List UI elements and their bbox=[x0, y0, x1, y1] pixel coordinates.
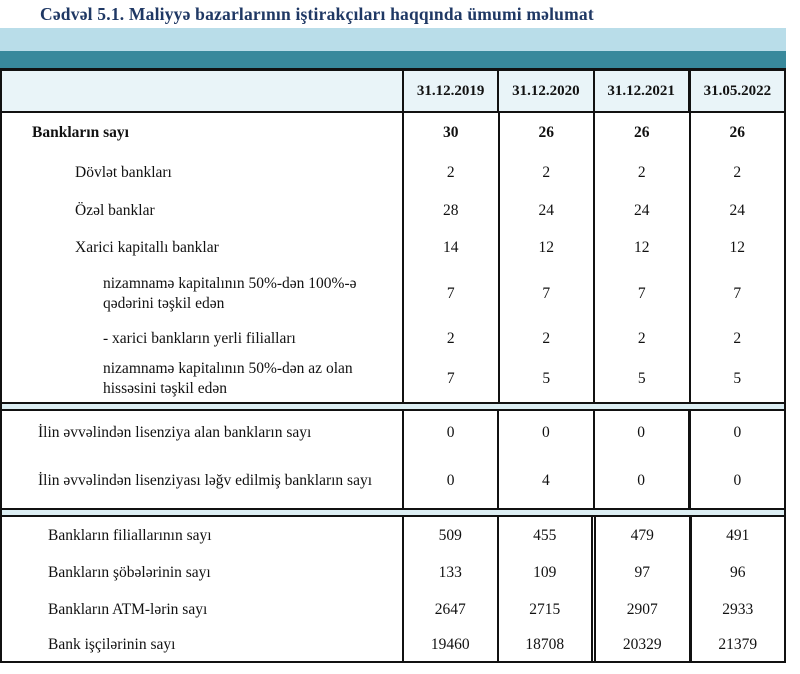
value-cell: 509 bbox=[402, 517, 497, 555]
row-label: İlin əvvəlindən lisenziya alan bankların sayı bbox=[38, 423, 312, 441]
value-cell: 0 bbox=[688, 411, 784, 454]
value-cell: 24 bbox=[689, 192, 785, 230]
table-row bbox=[2, 628, 784, 661]
value-cell: 2 bbox=[498, 322, 594, 355]
value-cell: 2 bbox=[402, 153, 498, 192]
decor-band-light bbox=[0, 28, 786, 51]
value-cell: 7 bbox=[402, 355, 498, 402]
value-cell: 0 bbox=[593, 454, 688, 508]
value-cell: 7 bbox=[402, 266, 498, 322]
value-cell: 2933 bbox=[689, 591, 785, 628]
value-cell: 12 bbox=[593, 230, 689, 266]
table-row bbox=[2, 266, 784, 322]
table-row bbox=[2, 555, 784, 591]
section-separator bbox=[2, 402, 784, 411]
value-cell: 20329 bbox=[591, 628, 689, 661]
row-label: Bankların sayı bbox=[32, 124, 129, 142]
value-cell: 97 bbox=[591, 555, 689, 591]
value-cell: 491 bbox=[689, 517, 785, 555]
table-row bbox=[2, 230, 784, 266]
value-cell: 479 bbox=[591, 517, 689, 555]
column-header-date: 31.12.2021 bbox=[593, 71, 688, 111]
value-cell: 5 bbox=[498, 355, 594, 402]
value-cell: 5 bbox=[593, 355, 689, 402]
row-label: Bank işçilərinin sayı bbox=[48, 635, 176, 653]
table-row bbox=[2, 517, 784, 555]
table-row bbox=[2, 591, 784, 628]
value-cell: 2 bbox=[498, 153, 594, 192]
row-label: Xarici kapitallı banklar bbox=[75, 239, 219, 257]
value-cell: 7 bbox=[498, 266, 594, 322]
section-separator bbox=[2, 508, 784, 517]
value-cell: 2715 bbox=[497, 591, 592, 628]
value-cell: 12 bbox=[498, 230, 594, 266]
header-empty-cell bbox=[2, 71, 402, 111]
value-cell: 0 bbox=[688, 454, 784, 508]
table-header-row bbox=[2, 71, 784, 113]
value-cell: 7 bbox=[593, 266, 689, 322]
table-row bbox=[2, 192, 784, 230]
value-cell: 96 bbox=[689, 555, 785, 591]
value-cell: 2 bbox=[402, 322, 498, 355]
value-cell: 4 bbox=[497, 454, 592, 508]
value-cell: 109 bbox=[497, 555, 592, 591]
table-section bbox=[2, 517, 784, 661]
row-label: Bankların ATM-lərin sayı bbox=[48, 600, 208, 618]
data-table bbox=[0, 68, 786, 663]
value-cell: 2 bbox=[689, 153, 785, 192]
value-cell: 0 bbox=[497, 411, 592, 454]
value-cell: 0 bbox=[402, 411, 497, 454]
table-section bbox=[2, 113, 784, 402]
table-row bbox=[2, 322, 784, 355]
value-cell: 12 bbox=[689, 230, 785, 266]
decor-band-teal bbox=[0, 51, 786, 68]
value-cell: 0 bbox=[593, 411, 688, 454]
value-cell: 26 bbox=[498, 113, 594, 153]
row-label: nizamnamə kapitalının 50%-dən 100%-ə qədərini təşkil edən bbox=[103, 275, 357, 312]
value-cell: 21379 bbox=[689, 628, 785, 661]
value-cell: 133 bbox=[402, 555, 497, 591]
table-body bbox=[2, 113, 784, 661]
value-cell: 19460 bbox=[402, 628, 497, 661]
table-row bbox=[2, 355, 784, 402]
table-section bbox=[2, 411, 784, 508]
value-cell: 455 bbox=[497, 517, 592, 555]
row-label: nizamnamə kapitalının 50%-dən az olan hissəsini təşkil edən bbox=[103, 359, 353, 397]
table-row bbox=[2, 411, 784, 454]
value-cell: 18708 bbox=[497, 628, 592, 661]
value-cell: 28 bbox=[402, 192, 498, 230]
table-row bbox=[2, 153, 784, 192]
column-header-date: 31.05.2022 bbox=[688, 71, 784, 111]
value-cell: 2 bbox=[689, 322, 785, 355]
value-cell: 2 bbox=[593, 322, 689, 355]
value-cell: 5 bbox=[689, 355, 785, 402]
column-header-date: 31.12.2019 bbox=[402, 71, 497, 111]
value-cell: 7 bbox=[689, 266, 785, 322]
row-label: - xarici bankların yerli filialları bbox=[103, 329, 296, 347]
value-cell: 26 bbox=[689, 113, 785, 153]
table-row bbox=[2, 454, 784, 508]
row-label: Bankların filiallarının sayı bbox=[48, 527, 212, 545]
value-cell: 2647 bbox=[402, 591, 497, 628]
value-cell: 26 bbox=[593, 113, 689, 153]
row-label: Bankların şöbələrinin sayı bbox=[48, 564, 211, 582]
table-title: Cədvəl 5.1. Maliyyə bazarlarının iştirakçıları haqqında ümumi məlumat bbox=[40, 4, 594, 24]
value-cell: 0 bbox=[402, 454, 497, 508]
row-label: Dövlət bankları bbox=[75, 163, 172, 181]
column-header-date: 31.12.2020 bbox=[497, 71, 592, 111]
row-label: İlin əvvəlindən lisenziyası ləğv edilmiş bankların sayı bbox=[38, 472, 373, 490]
value-cell: 14 bbox=[402, 230, 498, 266]
value-cell: 24 bbox=[498, 192, 594, 230]
value-cell: 2 bbox=[593, 153, 689, 192]
row-label: Özəl banklar bbox=[75, 202, 155, 220]
value-cell: 30 bbox=[402, 113, 498, 153]
value-cell: 24 bbox=[593, 192, 689, 230]
table-row bbox=[2, 113, 784, 153]
value-cell: 2907 bbox=[591, 591, 689, 628]
